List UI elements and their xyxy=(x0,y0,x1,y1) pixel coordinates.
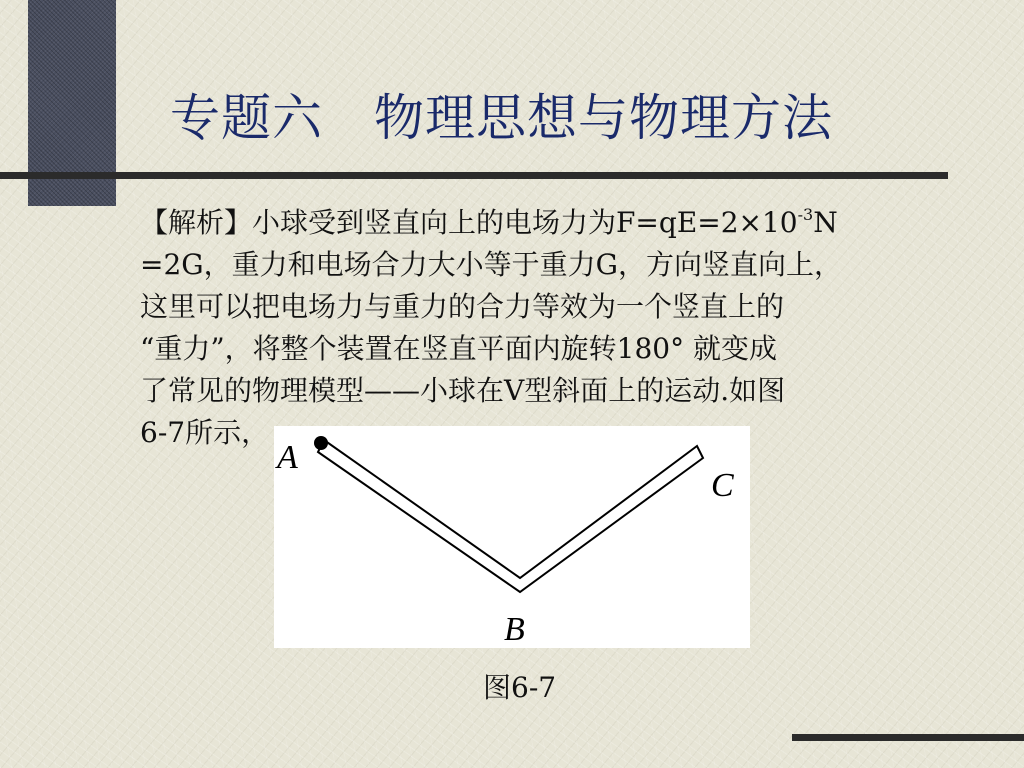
analysis-line-4: “重力”，将整个装置在竖直平面内旋转180° 就变成 xyxy=(140,332,777,365)
v-incline-track xyxy=(318,440,703,592)
label-b: B xyxy=(504,611,525,648)
label-c: C xyxy=(711,467,734,504)
label-a: A xyxy=(277,439,298,476)
figure-caption: 图6-7 xyxy=(483,671,557,704)
analysis-line-6: 6-7所示， xyxy=(140,416,270,449)
analysis-text xyxy=(140,202,950,454)
ball xyxy=(314,436,328,450)
page-title: 专题六 物理思想与物理方法 xyxy=(170,89,833,147)
analysis-line-5: 了常见的物理模型——小球在V型斜面上的运动.如图 xyxy=(140,374,786,407)
figure-v-incline xyxy=(274,426,750,648)
v-incline-diagram xyxy=(274,426,750,648)
analysis-line-1-main: 【解析】小球受到竖直向上的电场力为F=qE=2×10 xyxy=(140,206,798,239)
analysis-line-3: 这里可以把电场力与重力的合力等效为一个竖直上的 xyxy=(140,290,785,323)
bottom-divider xyxy=(792,734,1024,741)
analysis-line-1 xyxy=(140,202,950,244)
exponent: -3 xyxy=(797,205,814,224)
unit-n: N xyxy=(813,206,838,239)
title-divider xyxy=(0,172,948,179)
analysis-line-2: =2G，重力和电场合力大小等于重力G，方向竖直向上， xyxy=(140,248,843,281)
